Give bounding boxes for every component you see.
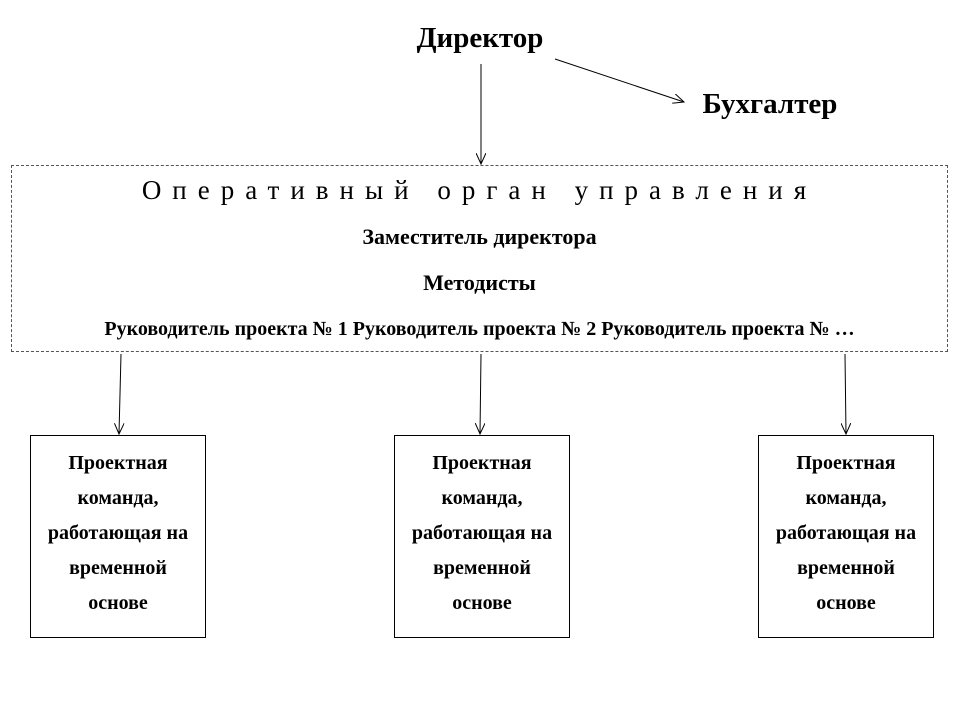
arrow-director-to-accountant	[555, 59, 684, 102]
accountant-label: Бухгалтер	[702, 88, 838, 120]
operational-body-title: Оперативный орган управления	[141, 175, 818, 205]
arrow-to-team-2	[480, 354, 481, 434]
project-managers-label: Руководитель проекта № 1 Руководитель проекта № 2 Руководитель проекта № …	[104, 318, 855, 340]
arrow-to-team-3	[845, 354, 846, 434]
project-team-label: Проектная команда, работающая на временной основе	[775, 452, 917, 614]
project-team-box-2	[394, 435, 570, 638]
project-team-label: Проектная команда, работающая на временной основе	[411, 452, 553, 614]
deputy-director-label: Заместитель директора	[362, 224, 597, 249]
director-label: Директор	[416, 22, 544, 54]
methodists-label: Методисты	[423, 270, 536, 295]
arrow-to-team-1	[119, 354, 121, 434]
project-team-label: Проектная команда, работающая на временной основе	[47, 452, 189, 614]
project-team-box-3	[758, 435, 934, 638]
project-team-box-1	[30, 435, 206, 638]
